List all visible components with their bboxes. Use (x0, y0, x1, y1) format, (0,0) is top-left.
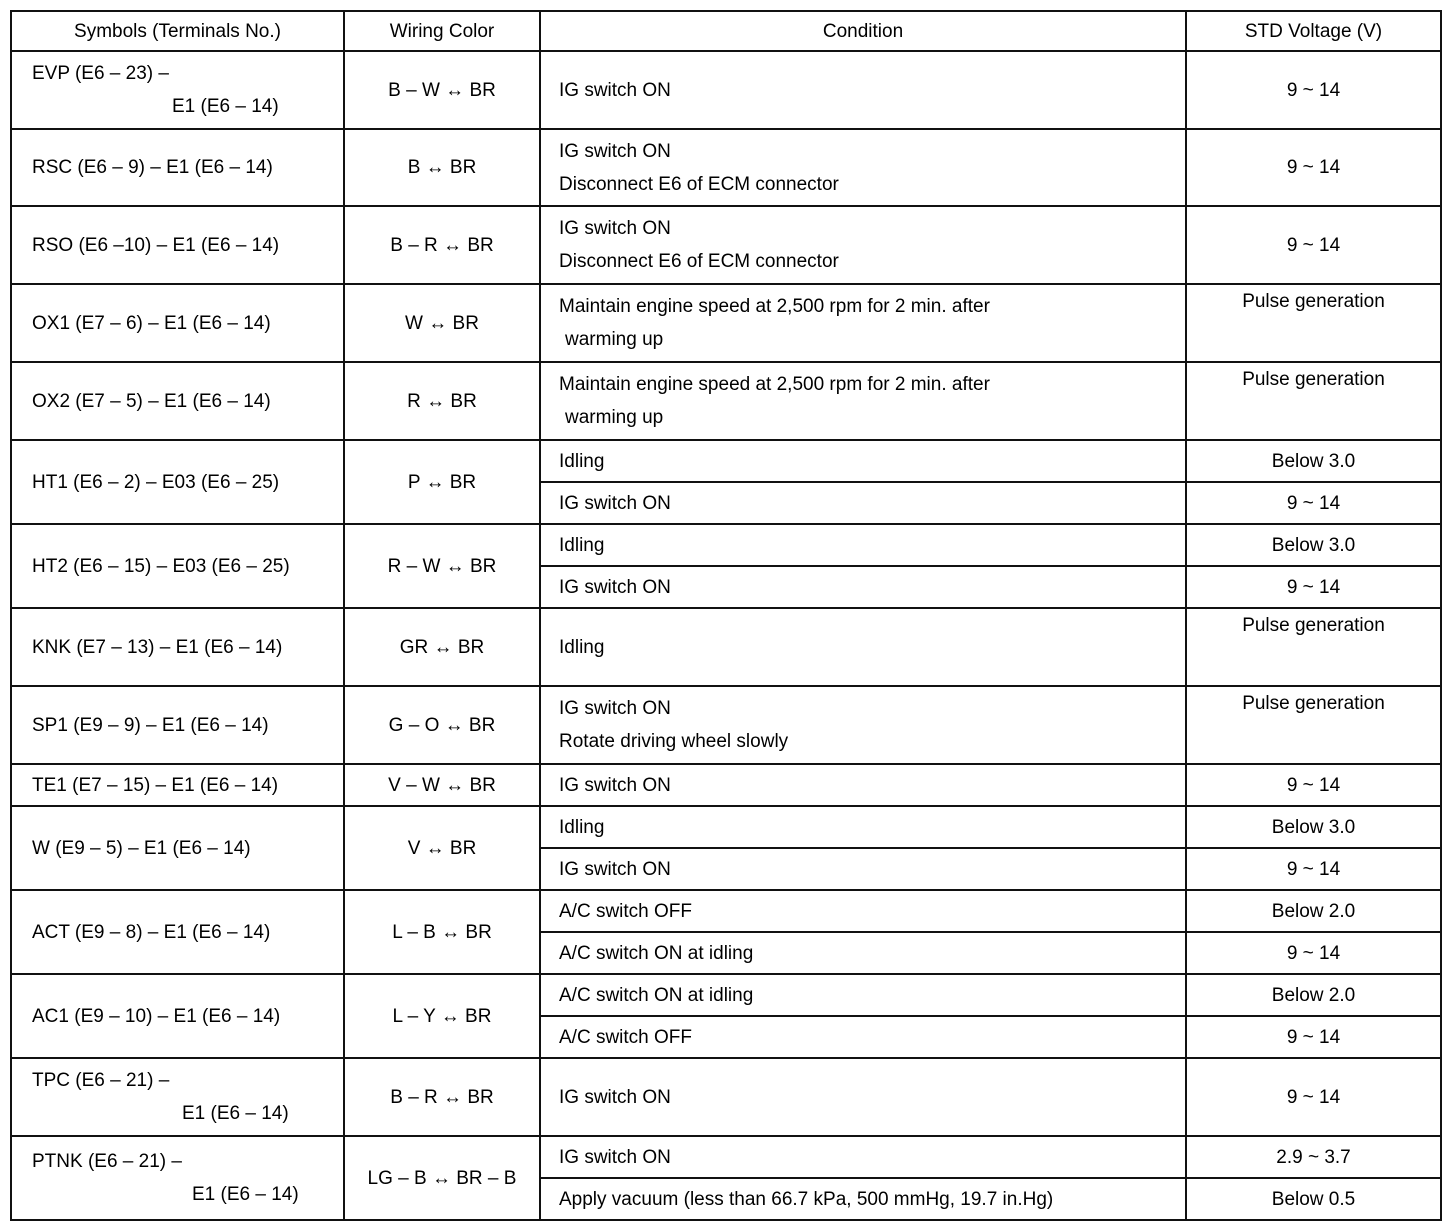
table-row (11, 686, 1441, 764)
voltage-cell: 9 ~ 14 (1186, 51, 1441, 129)
symbol-line-2: E1 (E6 – 14) (172, 96, 279, 117)
voltage-cell: Below 3.0 (1186, 440, 1441, 482)
symbol-cell: SP1 (E9 – 9) – E1 (E6 – 14) (11, 686, 344, 764)
wiring-color-cell: LG – B ↔ BR – B (344, 1136, 540, 1220)
table-row (11, 806, 1441, 848)
condition-cell: Idling (540, 806, 1186, 848)
symbol-cell: W (E9 – 5) – E1 (E6 – 14) (11, 806, 344, 890)
table-row (11, 129, 1441, 206)
wiring-color-cell: W ↔ BR (344, 284, 540, 362)
condition-cell: IG switch ON (540, 1058, 1186, 1136)
condition-cell (540, 129, 1186, 206)
symbol-cell: OX1 (E7 – 6) – E1 (E6 – 14) (11, 284, 344, 362)
symbol-cell (11, 51, 344, 129)
condition-cell: IG switch ON (540, 51, 1186, 129)
condition-line-1: IG switch ON (559, 218, 671, 239)
table-row (11, 764, 1441, 806)
condition-line-2: warming up (565, 329, 664, 350)
header-std-voltage: STD Voltage (V) (1186, 11, 1441, 51)
condition-line-1: Maintain engine speed at 2,500 rpm for 2 min. after (559, 296, 990, 317)
condition-cell (540, 362, 1186, 440)
condition-line-1: Maintain engine speed at 2,500 rpm for 2 min. after (559, 374, 990, 395)
wiring-color-cell: R – W ↔ BR (344, 524, 540, 608)
voltage-cell: Pulse generation (1186, 608, 1441, 686)
condition-line-1: IG switch ON (559, 698, 671, 719)
condition-line-2: Disconnect E6 of ECM connector (559, 251, 839, 272)
symbol-cell: AC1 (E9 – 10) – E1 (E6 – 14) (11, 974, 344, 1058)
voltage-cell: 9 ~ 14 (1186, 1016, 1441, 1058)
symbol-line-1: PTNK (E6 – 21) – (32, 1151, 182, 1172)
table-row (11, 362, 1441, 440)
header-symbols: Symbols (Terminals No.) (11, 11, 344, 51)
table-row (11, 440, 1441, 482)
condition-cell: IG switch ON (540, 848, 1186, 890)
wiring-color-cell: B – R ↔ BR (344, 206, 540, 284)
symbol-line-2: E1 (E6 – 14) (182, 1103, 289, 1124)
condition-cell: A/C switch ON at idling (540, 932, 1186, 974)
table-row (11, 1058, 1441, 1136)
voltage-cell: Pulse generation (1186, 362, 1441, 440)
symbol-cell: HT1 (E6 – 2) – E03 (E6 – 25) (11, 440, 344, 524)
table-row (11, 974, 1441, 1016)
voltage-cell: Pulse generation (1186, 284, 1441, 362)
std-voltage-table (10, 10, 1442, 1221)
wiring-color-cell: R ↔ BR (344, 362, 540, 440)
symbol-cell: OX2 (E7 – 5) – E1 (E6 – 14) (11, 362, 344, 440)
voltage-cell: Below 3.0 (1186, 806, 1441, 848)
condition-cell (540, 206, 1186, 284)
condition-cell: Idling (540, 440, 1186, 482)
condition-cell: A/C switch OFF (540, 1016, 1186, 1058)
symbol-cell: ACT (E9 – 8) – E1 (E6 – 14) (11, 890, 344, 974)
table-row (11, 608, 1441, 686)
symbol-line-1: TPC (E6 – 21) – (32, 1070, 170, 1091)
wiring-color-cell: B – W ↔ BR (344, 51, 540, 129)
condition-line-2: Disconnect E6 of ECM connector (559, 173, 839, 195)
condition-line-1: IG switch ON (559, 140, 671, 162)
voltage-cell: Below 0.5 (1186, 1178, 1441, 1220)
condition-cell: A/C switch OFF (540, 890, 1186, 932)
header-wiring-color: Wiring Color (344, 11, 540, 51)
symbol-cell: HT2 (E6 – 15) – E03 (E6 – 25) (11, 524, 344, 608)
voltage-cell: Pulse generation (1186, 686, 1441, 764)
condition-cell: IG switch ON (540, 764, 1186, 806)
table-row (11, 284, 1441, 362)
wiring-color-cell: G – O ↔ BR (344, 686, 540, 764)
voltage-cell: Below 3.0 (1186, 524, 1441, 566)
wiring-color-cell: GR ↔ BR (344, 608, 540, 686)
voltage-cell: 9 ~ 14 (1186, 129, 1441, 206)
voltage-cell: 2.9 ~ 3.7 (1186, 1136, 1441, 1178)
condition-line-2: Rotate driving wheel slowly (559, 731, 789, 752)
wiring-color-cell: L – Y ↔ BR (344, 974, 540, 1058)
wiring-color-cell: V ↔ BR (344, 806, 540, 890)
condition-cell: IG switch ON (540, 1136, 1186, 1178)
table-row (11, 524, 1441, 566)
condition-cell (540, 284, 1186, 362)
condition-cell: Idling (540, 524, 1186, 566)
symbol-line-1: EVP (E6 – 23) – (32, 63, 169, 84)
symbol-line-2: E1 (E6 – 14) (192, 1184, 299, 1205)
wiring-color-cell: L – B ↔ BR (344, 890, 540, 974)
symbol-cell: RSO (E6 –10) – E1 (E6 – 14) (11, 206, 344, 284)
table-row (11, 206, 1441, 284)
symbol-cell: RSC (E6 – 9) – E1 (E6 – 14) (11, 129, 344, 206)
voltage-cell: 9 ~ 14 (1186, 206, 1441, 284)
condition-line-2: warming up (565, 407, 664, 428)
header-condition: Condition (540, 11, 1186, 51)
symbol-cell (11, 1136, 344, 1220)
symbol-cell: KNK (E7 – 13) – E1 (E6 – 14) (11, 608, 344, 686)
symbol-cell (11, 1058, 344, 1136)
condition-cell: Idling (540, 608, 1186, 686)
condition-cell: IG switch ON (540, 566, 1186, 608)
voltage-cell: 9 ~ 14 (1186, 566, 1441, 608)
voltage-cell: 9 ~ 14 (1186, 764, 1441, 806)
voltage-cell: 9 ~ 14 (1186, 848, 1441, 890)
table-row (11, 890, 1441, 932)
condition-cell: Apply vacuum (less than 66.7 kPa, 500 mmHg, 19.7 in.Hg) (540, 1178, 1186, 1220)
condition-cell: A/C switch ON at idling (540, 974, 1186, 1016)
voltage-cell: Below 2.0 (1186, 974, 1441, 1016)
voltage-cell: 9 ~ 14 (1186, 482, 1441, 524)
symbol-cell: TE1 (E7 – 15) – E1 (E6 – 14) (11, 764, 344, 806)
table-row (11, 1136, 1441, 1178)
voltage-cell: 9 ~ 14 (1186, 932, 1441, 974)
header-row (11, 11, 1441, 51)
table-row (11, 51, 1441, 129)
wiring-color-cell: V – W ↔ BR (344, 764, 540, 806)
wiring-color-cell: B – R ↔ BR (344, 1058, 540, 1136)
voltage-cell: 9 ~ 14 (1186, 1058, 1441, 1136)
wiring-color-cell: B ↔ BR (344, 129, 540, 206)
condition-cell (540, 686, 1186, 764)
wiring-color-cell: P ↔ BR (344, 440, 540, 524)
condition-cell: IG switch ON (540, 482, 1186, 524)
voltage-cell: Below 2.0 (1186, 890, 1441, 932)
